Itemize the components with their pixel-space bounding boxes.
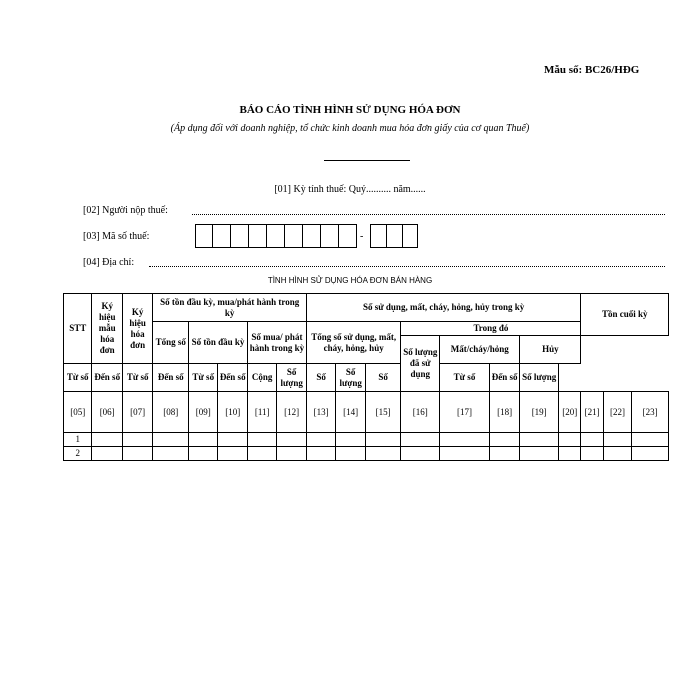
data-cell[interactable] bbox=[401, 447, 440, 461]
taxpayer-field[interactable] bbox=[192, 214, 665, 215]
header-cell: Số bbox=[365, 364, 401, 392]
column-code: [05] bbox=[64, 392, 92, 433]
column-code: [16] bbox=[401, 392, 440, 433]
header-cell: Đến số bbox=[218, 364, 247, 392]
tax-id-divider bbox=[402, 224, 403, 248]
tax-id-divider bbox=[386, 224, 387, 248]
data-cell[interactable] bbox=[153, 447, 189, 461]
report-title: BÁO CÁO TÌNH HÌNH SỬ DỤNG HÓA ĐƠN bbox=[239, 104, 461, 116]
data-cell[interactable] bbox=[365, 433, 401, 447]
column-code: [06] bbox=[92, 392, 122, 433]
data-cell[interactable] bbox=[603, 447, 631, 461]
data-cell[interactable] bbox=[489, 433, 519, 447]
column-code: [15] bbox=[365, 392, 401, 433]
data-cell[interactable] bbox=[277, 447, 307, 461]
column-code: [21] bbox=[581, 392, 603, 433]
data-cell[interactable] bbox=[189, 447, 218, 461]
column-code: [17] bbox=[440, 392, 490, 433]
tax-id-divider bbox=[230, 224, 231, 248]
data-cell[interactable] bbox=[632, 447, 669, 461]
data-cell[interactable] bbox=[92, 433, 122, 447]
address-field[interactable] bbox=[149, 266, 665, 267]
data-cell[interactable] bbox=[440, 447, 490, 461]
header-cell: Số tồn đầu kỳ bbox=[189, 322, 248, 364]
column-code: [23] bbox=[632, 392, 669, 433]
column-code: [13] bbox=[306, 392, 335, 433]
tax-id-divider bbox=[302, 224, 303, 248]
header-cell: Số bbox=[306, 364, 335, 392]
header-cell: Số tồn đầu kỳ, mua/phát hành trong kỳ bbox=[153, 294, 307, 322]
data-cell[interactable] bbox=[632, 433, 669, 447]
header-cell: Đến số bbox=[489, 364, 519, 392]
data-cell[interactable] bbox=[247, 447, 276, 461]
data-cell[interactable] bbox=[365, 447, 401, 461]
tax-id-dash: - bbox=[360, 231, 364, 242]
header-cell: Tổng số bbox=[153, 322, 189, 364]
taxpayer-label: [02] Người nộp thuế: bbox=[83, 205, 168, 216]
section-title: TÌNH HÌNH SỬ DỤNG HÓA ĐƠN BÁN HÀNG bbox=[267, 276, 433, 285]
tax-id-box-main[interactable] bbox=[195, 224, 357, 248]
column-code: [09] bbox=[189, 392, 218, 433]
data-cell[interactable] bbox=[559, 447, 581, 461]
data-cell[interactable] bbox=[581, 433, 603, 447]
header-row bbox=[64, 364, 669, 392]
header-cell: Từ số bbox=[64, 364, 92, 392]
column-code: [10] bbox=[218, 392, 247, 433]
row-number: 2 bbox=[64, 447, 92, 461]
form-code: Mẫu số: BC26/HĐG bbox=[544, 64, 640, 76]
column-code: [07] bbox=[122, 392, 152, 433]
data-cell[interactable] bbox=[247, 433, 276, 447]
column-code: [11] bbox=[247, 392, 276, 433]
column-code: [08] bbox=[153, 392, 189, 433]
tax-period: [01] Kỳ tính thuế: Quý.......... năm...... bbox=[274, 184, 426, 195]
column-code: [20] bbox=[559, 392, 581, 433]
header-cell: Số lượng bbox=[520, 364, 559, 392]
data-cell[interactable] bbox=[122, 447, 152, 461]
tax-id-divider bbox=[284, 224, 285, 248]
data-cell[interactable] bbox=[520, 447, 559, 461]
data-cell[interactable] bbox=[336, 447, 365, 461]
header-cell: Từ số bbox=[122, 364, 152, 392]
tax-id-divider bbox=[248, 224, 249, 248]
data-cell[interactable] bbox=[306, 447, 335, 461]
row-number: 1 bbox=[64, 433, 92, 447]
report-subtitle: (Áp dụng đối với doanh nghiệp, tổ chức kinh doanh mua hóa đơn giấy của cơ quan Thuế) bbox=[170, 123, 530, 134]
column-code: [12] bbox=[277, 392, 307, 433]
data-cell[interactable] bbox=[153, 433, 189, 447]
address-label: [04] Địa chỉ: bbox=[83, 257, 135, 268]
column-code-row bbox=[64, 392, 669, 433]
header-cell: Số lượng đã sử dụng bbox=[401, 336, 440, 392]
header-cell: Từ số bbox=[189, 364, 218, 392]
tax-id-divider bbox=[212, 224, 213, 248]
data-cell[interactable] bbox=[603, 433, 631, 447]
data-cell[interactable] bbox=[218, 433, 247, 447]
header-cell: Đến số bbox=[153, 364, 189, 392]
data-cell[interactable] bbox=[520, 433, 559, 447]
column-code: [14] bbox=[336, 392, 365, 433]
data-cell[interactable] bbox=[277, 433, 307, 447]
header-cell: Trong đó bbox=[401, 322, 581, 336]
header-cell: Ký hiệu hóa đơn bbox=[122, 294, 152, 364]
title-underline bbox=[324, 160, 410, 161]
data-cell[interactable] bbox=[336, 433, 365, 447]
data-cell[interactable] bbox=[218, 447, 247, 461]
tax-id-divider bbox=[320, 224, 321, 248]
column-code: [22] bbox=[603, 392, 631, 433]
tax-id-divider bbox=[266, 224, 267, 248]
header-cell: Hủy bbox=[520, 336, 581, 364]
data-cell[interactable] bbox=[581, 447, 603, 461]
column-code: [19] bbox=[520, 392, 559, 433]
header-cell: Số sử dụng, mất, cháy, hỏng, hủy trong kỳ bbox=[306, 294, 580, 322]
header-row bbox=[64, 322, 669, 336]
header-cell: Mất/cháy/hỏng bbox=[440, 336, 520, 364]
data-cell[interactable] bbox=[440, 433, 490, 447]
data-cell[interactable] bbox=[401, 433, 440, 447]
data-cell[interactable] bbox=[489, 447, 519, 461]
header-cell: Đến số bbox=[92, 364, 122, 392]
header-row bbox=[64, 294, 669, 322]
data-cell[interactable] bbox=[122, 433, 152, 447]
header-cell: STT bbox=[64, 294, 92, 364]
header-cell: Cộng bbox=[247, 364, 276, 392]
invoice-usage-table bbox=[63, 293, 669, 461]
data-cell[interactable] bbox=[306, 433, 335, 447]
table-row bbox=[64, 447, 669, 461]
header-cell: Ký hiệu mẫu hóa đơn bbox=[92, 294, 122, 364]
header-cell: Từ số bbox=[440, 364, 490, 392]
column-code: [18] bbox=[489, 392, 519, 433]
tax-id-divider bbox=[338, 224, 339, 248]
data-cell[interactable] bbox=[559, 433, 581, 447]
tax-id-label: [03] Mã số thuế: bbox=[83, 231, 150, 242]
header-cell: Tồn cuối kỳ bbox=[581, 294, 669, 336]
header-cell: Tổng số sử dụng, mất, cháy, hỏng, hủy bbox=[306, 322, 401, 364]
header-cell: Số lượng bbox=[277, 364, 307, 392]
header-cell: Số lượng bbox=[336, 364, 365, 392]
tax-id-box-branch[interactable] bbox=[370, 224, 418, 248]
header-cell: Số mua/ phát hành trong kỳ bbox=[247, 322, 306, 364]
table-row bbox=[64, 433, 669, 447]
data-cell[interactable] bbox=[92, 447, 122, 461]
data-cell[interactable] bbox=[189, 433, 218, 447]
